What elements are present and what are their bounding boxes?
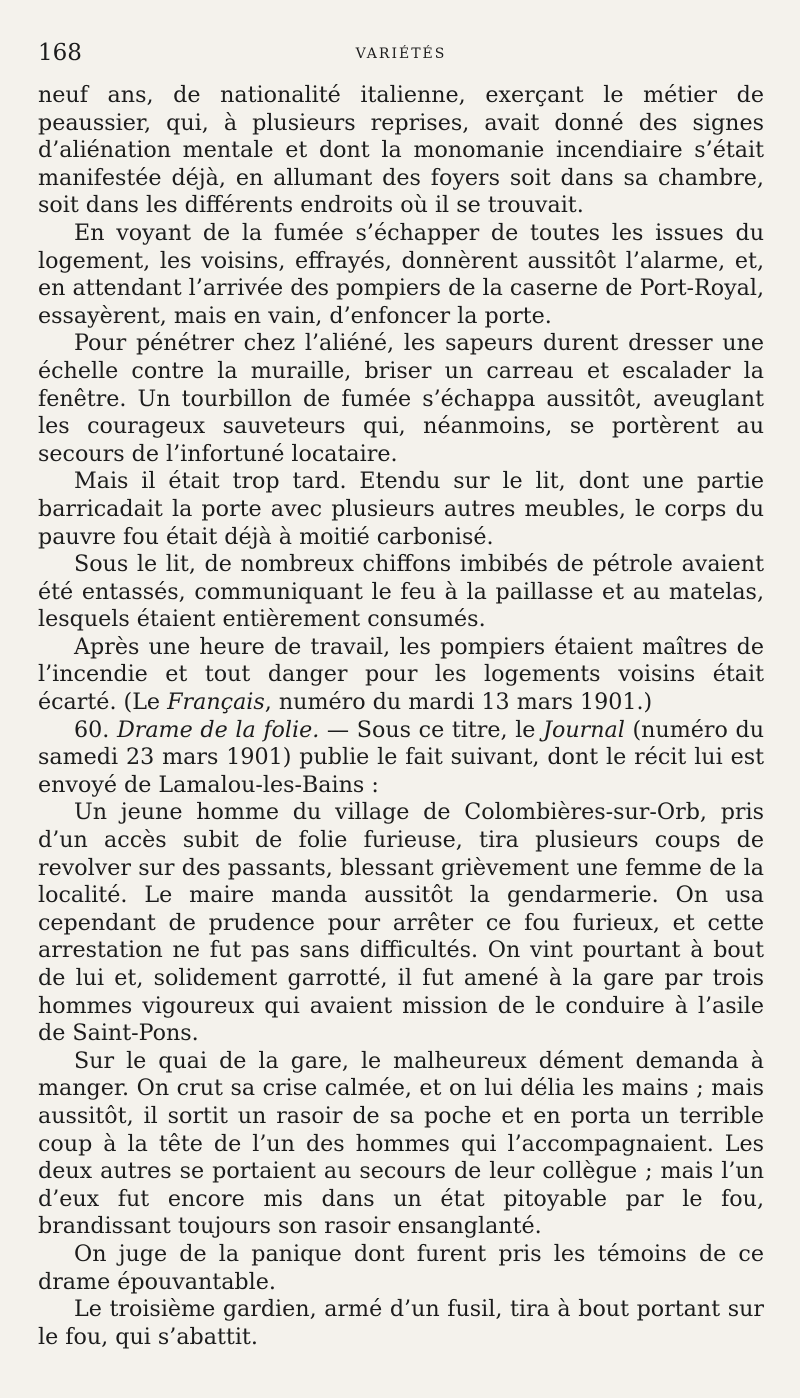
page-number: 168	[38, 40, 82, 66]
page-header	[38, 40, 764, 72]
section-paragraph	[38, 717, 764, 800]
paragraph-text: Après une heure de travail, les pompiers étaient maîtres de l’incendie et tout danger pour les logements voisins était écarté. (Le	[38, 633, 764, 716]
section-number: 60.	[74, 716, 117, 743]
paragraph: En voyant de la fumée s’échapper de toutes les issues du logement, les voisins, effrayés, donnèrent aussitôt l’alarme, et, en attendant l’arrivée des pompiers de la caserne de Port-Royal, essayèrent, mais en vain, d’enfoncer la porte.	[38, 219, 764, 329]
newspaper-title: Journal	[543, 716, 625, 743]
body-text	[38, 82, 764, 1351]
paragraph: Le troisième gardien, armé d’un fusil, tira à bout portant sur le fou, qui s’abattit.	[38, 1296, 764, 1350]
paragraph: Sous le lit, de nombreux chiffons imbibés de pétrole avaient été entassés, communiquant le feu à la paillasse et au matelas, lesquels étaient entièrement consumés.	[38, 551, 764, 633]
paragraph-text: , numéro du mardi 13 mars 1901.)	[264, 689, 653, 716]
paragraph: Un jeune homme du village de Colombières-sur-Orb, pris d’un accès subit de folie furieuse, tira plusieurs coups de revolver sur des passants, blessant grièvement une femme de la localité. Le maire manda aussitôt la gendarmerie. On usa cependant de prudence pour arrêter ce fou furieux, et cette arrestation ne fut pas sans difficultés. On vint pourtant à bout de lui et, solidement garrotté, il fut amené à la gare par trois hommes vigoureux qui avaient mission de le conduire à l’asile de Saint-Pons.	[38, 799, 764, 1047]
paragraph: On juge de la panique dont furent pris les témoins de ce drame épouvantable.	[38, 1240, 764, 1295]
section-title: Drame de la folie.	[116, 716, 320, 743]
paragraph-text: (numéro du samedi 23 mars 1901) publie le fait suivant, dont le récit lui est envoyé de Lamalou-les-Bains :	[38, 716, 764, 798]
running-title: VARIÉTÉS	[355, 46, 447, 62]
paragraph: Sur le quai de la gare, le malheureux dément demanda à manger. On crut sa crise calmée, et on lui délia les mains ; mais aussitôt, il sortit un rasoir de sa poche et en porta un terrible coup à la tête de l’un des hommes qui l’accompagnaient. Les deux autres se portaient au secours de leur collègue ; mais l’un d’eux fut encore mis dans un état pitoyable par le fou, brandissant toujours son rasoir ensanglanté.	[38, 1047, 764, 1240]
newspaper-title: Français	[167, 689, 265, 716]
paragraph: neuf ans, de nationalité italienne, exerçant le métier de peaussier, qui, à plusieurs reprises, avait donné des signes d’aliénation mentale et dont la monomanie incendiaire s’était manifestée déjà, en allumant des foyers soit dans sa chambre, soit dans les différents endroits où il se trouvait.	[38, 82, 764, 219]
paragraph: Pour pénétrer chez l’aliéné, les sapeurs durent dresser une échelle contre la muraille, briser un carreau et escalader la fenêtre. Un tourbillon de fumée s’échappa aussitôt, aveuglant les courageux sauveteurs qui, néanmoins, se portèrent au secours de l’infortuné locataire.	[38, 330, 764, 467]
paragraph-text: — Sous ce titre, le	[319, 716, 544, 743]
paragraph	[38, 634, 764, 717]
paragraph: Mais il était trop tard. Etendu sur le lit, dont une partie barricadait la porte avec plusieurs autres meubles, le corps du pauvre fou était déjà à moitié carbonisé.	[38, 468, 764, 550]
